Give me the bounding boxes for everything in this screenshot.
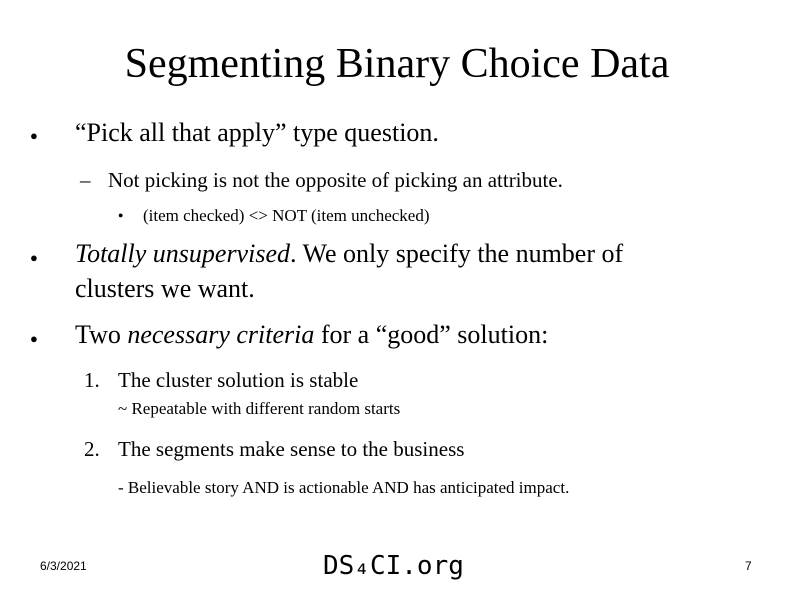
italic-unsupervised: Totally unsupervised <box>75 239 290 268</box>
sub-bullet-not-picking: Not picking is not the opposite of picking an attribute. <box>108 168 563 192</box>
bullet-marker: ● <box>30 128 38 143</box>
sub-bullet-dash: – <box>80 168 91 192</box>
footer-logo: DS₄CI.org <box>323 551 464 581</box>
numbered-item-2-note: - Believable story AND is actionable AND has anticipated impact. <box>118 478 570 497</box>
subsub-bullet-marker: ● <box>118 210 124 220</box>
page-number: 7 <box>745 559 752 573</box>
italic-necessary-criteria: necessary criteria <box>127 320 315 349</box>
bullet-unsupervised-line2: clusters we want. <box>75 274 255 303</box>
footer-date: 6/3/2021 <box>40 559 87 573</box>
numbered-item-1-text: The cluster solution is stable <box>118 368 359 392</box>
bullet-marker: ● <box>30 331 38 346</box>
numbered-item-2-number: 2. <box>84 437 100 461</box>
slide-title: Segmenting Binary Choice Data <box>124 41 670 87</box>
unsupervised-rest: . We only specify the number of <box>289 239 624 268</box>
numbered-item-2-text: The segments make sense to the business <box>118 437 465 461</box>
bullet-marker: ● <box>30 250 38 265</box>
numbered-item-1-note: ~ Repeatable with different random starts <box>118 399 401 418</box>
criteria-pre: Two <box>75 320 128 349</box>
bullet-pick-all: “Pick all that apply” type question. <box>75 118 439 147</box>
numbered-item-1-number: 1. <box>84 368 100 392</box>
criteria-post: for a “good” solution: <box>314 320 549 349</box>
subsub-bullet-item-checked: (item checked) <> NOT (item unchecked) <box>143 206 430 225</box>
bullet-criteria <box>75 320 548 350</box>
bullet-unsupervised-line1 <box>75 239 623 269</box>
